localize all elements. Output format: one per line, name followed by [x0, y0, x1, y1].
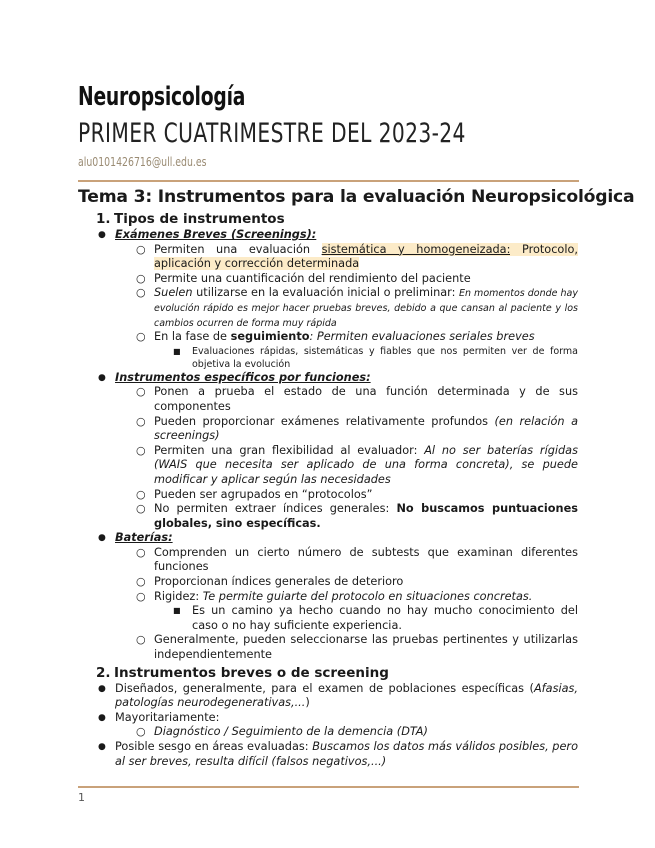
- author-email: alu0101426716@ull.edu.es: [78, 155, 207, 169]
- list-item: [78, 682, 578, 711]
- item-text: Proporcionan índices generales de deterioro: [154, 575, 404, 589]
- bullet-circle-icon: ○: [136, 545, 146, 559]
- list-item: [78, 243, 578, 272]
- item-text: No permiten extraer índices generales:: [154, 502, 397, 516]
- list-item: [78, 345, 578, 371]
- item-text: Permite una cuantificación del rendimiento del paciente: [154, 271, 471, 285]
- item-italic: Al no ser baterías rígidas (WAIS que necesita ser aplicado de una forma concreta), se puede modificar y aplicar según las necesidades: [154, 443, 578, 486]
- list-item: [78, 488, 578, 503]
- item-text: Posible sesgo en áreas evaluadas:: [115, 740, 313, 753]
- item-text: En la fase de: [154, 330, 231, 344]
- bullet-circle-icon: ○: [136, 589, 146, 603]
- section-1-heading: [78, 210, 578, 228]
- bullet-disc-icon: ●: [98, 712, 106, 723]
- list-item: [78, 272, 578, 287]
- list-item: [78, 415, 578, 444]
- list-item: [78, 502, 578, 531]
- item-text: Permiten una gran flexibilidad al evaluador:: [154, 443, 425, 457]
- item-text: Comprenden un cierto número de subtests que examinan diferentes funciones: [154, 545, 578, 574]
- item-text: Permiten una evaluación: [154, 242, 322, 256]
- list-item: [78, 604, 578, 633]
- section-1-number: 1.: [96, 211, 111, 227]
- list-item: [78, 546, 578, 575]
- bullet-square-icon: ■: [173, 606, 181, 616]
- list-item: [78, 385, 578, 414]
- item-text: Es un camino ya hecho cuando no hay mucho conocimiento del caso o no hay suficiente experiencia.: [192, 604, 578, 632]
- especificos-label: Instrumentos específicos por funciones:: [115, 370, 371, 384]
- list-item: [78, 330, 578, 345]
- item-bold: No buscamos puntuaciones globales, sino específicas.: [154, 502, 578, 530]
- bullet-circle-icon: ○: [136, 502, 146, 516]
- bullet-circle-icon: ○: [136, 385, 146, 399]
- item-italic: Suelen: [154, 286, 193, 300]
- list-item: [78, 633, 578, 662]
- highlighted-text: sistemática y homogeneizada:: [321, 242, 511, 256]
- section-1-list: [78, 228, 578, 663]
- item-italic: Afasias, patologías neurodegenerativas,...: [115, 681, 578, 710]
- section-2-list: [78, 682, 578, 770]
- bullet-circle-icon: ○: [136, 330, 146, 344]
- bullet-disc-icon: ●: [98, 372, 106, 383]
- item-text: Pueden ser agrupados en “protocolos”: [154, 487, 373, 501]
- bullet-circle-icon: ○: [136, 487, 146, 501]
- item-italic: Buscamos los datos más válidos posibles, pero al ser breves, resulta difícil (falsos negativos,...): [115, 740, 578, 768]
- bullet-circle-icon: ○: [136, 242, 146, 256]
- list-item: [78, 725, 578, 740]
- item-bold: seguimiento: [230, 330, 310, 344]
- topic-heading: Tema 3: Instrumentos para la evaluación Neuropsicológica: [78, 187, 635, 207]
- item-italic: Te permite guiarte del protocolo en situaciones concretas.: [202, 589, 533, 603]
- bullet-circle-icon: ○: [136, 271, 146, 285]
- item-text: Rigidez:: [154, 589, 203, 603]
- item-note: En momentos donde hay evolución rápido es mejor hacer pruebas breves, debido a que cansan al paciente y los cambios ocurren de forma muy rápida: [154, 288, 578, 329]
- list-item-especificos: [78, 371, 578, 386]
- list-item: [78, 740, 578, 769]
- item-text: utilizarse en la evaluación inicial o preliminar:: [192, 286, 460, 300]
- item-text: Pueden proporcionar exámenes relativamente profundos: [154, 414, 495, 428]
- bullet-circle-icon: ○: [136, 286, 146, 300]
- screenings-label: Exámenes Breves (Screenings):: [115, 228, 317, 241]
- item-text: Ponen a prueba el estado de una función determinada y de sus componentes: [154, 385, 578, 413]
- list-item-baterias: [78, 531, 578, 546]
- item-text: Evaluaciones rápidas, sistemáticas y fiables que nos permiten ver de forma objetiva la evolución: [192, 345, 578, 370]
- item-text: ): [305, 696, 310, 710]
- section-1-title: Tipos de instrumentos: [114, 211, 285, 227]
- list-item: [78, 590, 578, 605]
- bullet-circle-icon: ○: [136, 633, 146, 647]
- document-body: [78, 187, 635, 769]
- list-item: [78, 444, 578, 488]
- bullet-square-icon: ■: [173, 346, 181, 356]
- list-item-screenings: [78, 228, 578, 243]
- document-title: Neuropsicología: [78, 82, 246, 112]
- section-2-number: 2.: [96, 664, 111, 681]
- footer-divider: [78, 786, 579, 788]
- bullet-disc-icon: ●: [98, 742, 106, 752]
- bullet-circle-icon: ○: [136, 575, 146, 589]
- section-2-heading: [78, 664, 578, 682]
- list-item: [78, 286, 578, 330]
- list-item: [78, 575, 578, 590]
- item-text: Diseñados, generalmente, para el examen de poblaciones específicas (: [115, 681, 534, 695]
- item-italic: : Permiten evaluaciones seriales breves: [309, 330, 535, 344]
- bullet-circle-icon: ○: [136, 443, 146, 457]
- bullet-disc-icon: ●: [98, 533, 106, 544]
- list-item: [78, 711, 578, 726]
- page-number: 1: [78, 791, 85, 804]
- document-subtitle: PRIMER CUATRIMESTRE DEL 2023-24: [78, 118, 466, 149]
- baterias-label: Baterías:: [115, 531, 173, 545]
- item-italic: (en relación a screenings): [154, 414, 579, 443]
- section-2-title: Instrumentos breves o de screening: [114, 664, 389, 681]
- item-text: Generalmente, pueden seleccionarse las pruebas pertinentes y utilizarlas independientemente: [154, 633, 578, 662]
- bullet-disc-icon: ●: [98, 683, 106, 694]
- highlighted-text: Protocolo, aplicación y corrección determinada: [154, 242, 578, 271]
- bullet-circle-icon: ○: [136, 725, 146, 739]
- header-divider: [78, 180, 579, 182]
- bullet-circle-icon: ○: [136, 414, 146, 428]
- bullet-disc-icon: ●: [98, 230, 106, 240]
- item-italic: Diagnóstico / Seguimiento de la demencia (DTA): [154, 725, 428, 739]
- item-text: Mayoritariamente:: [115, 710, 220, 724]
